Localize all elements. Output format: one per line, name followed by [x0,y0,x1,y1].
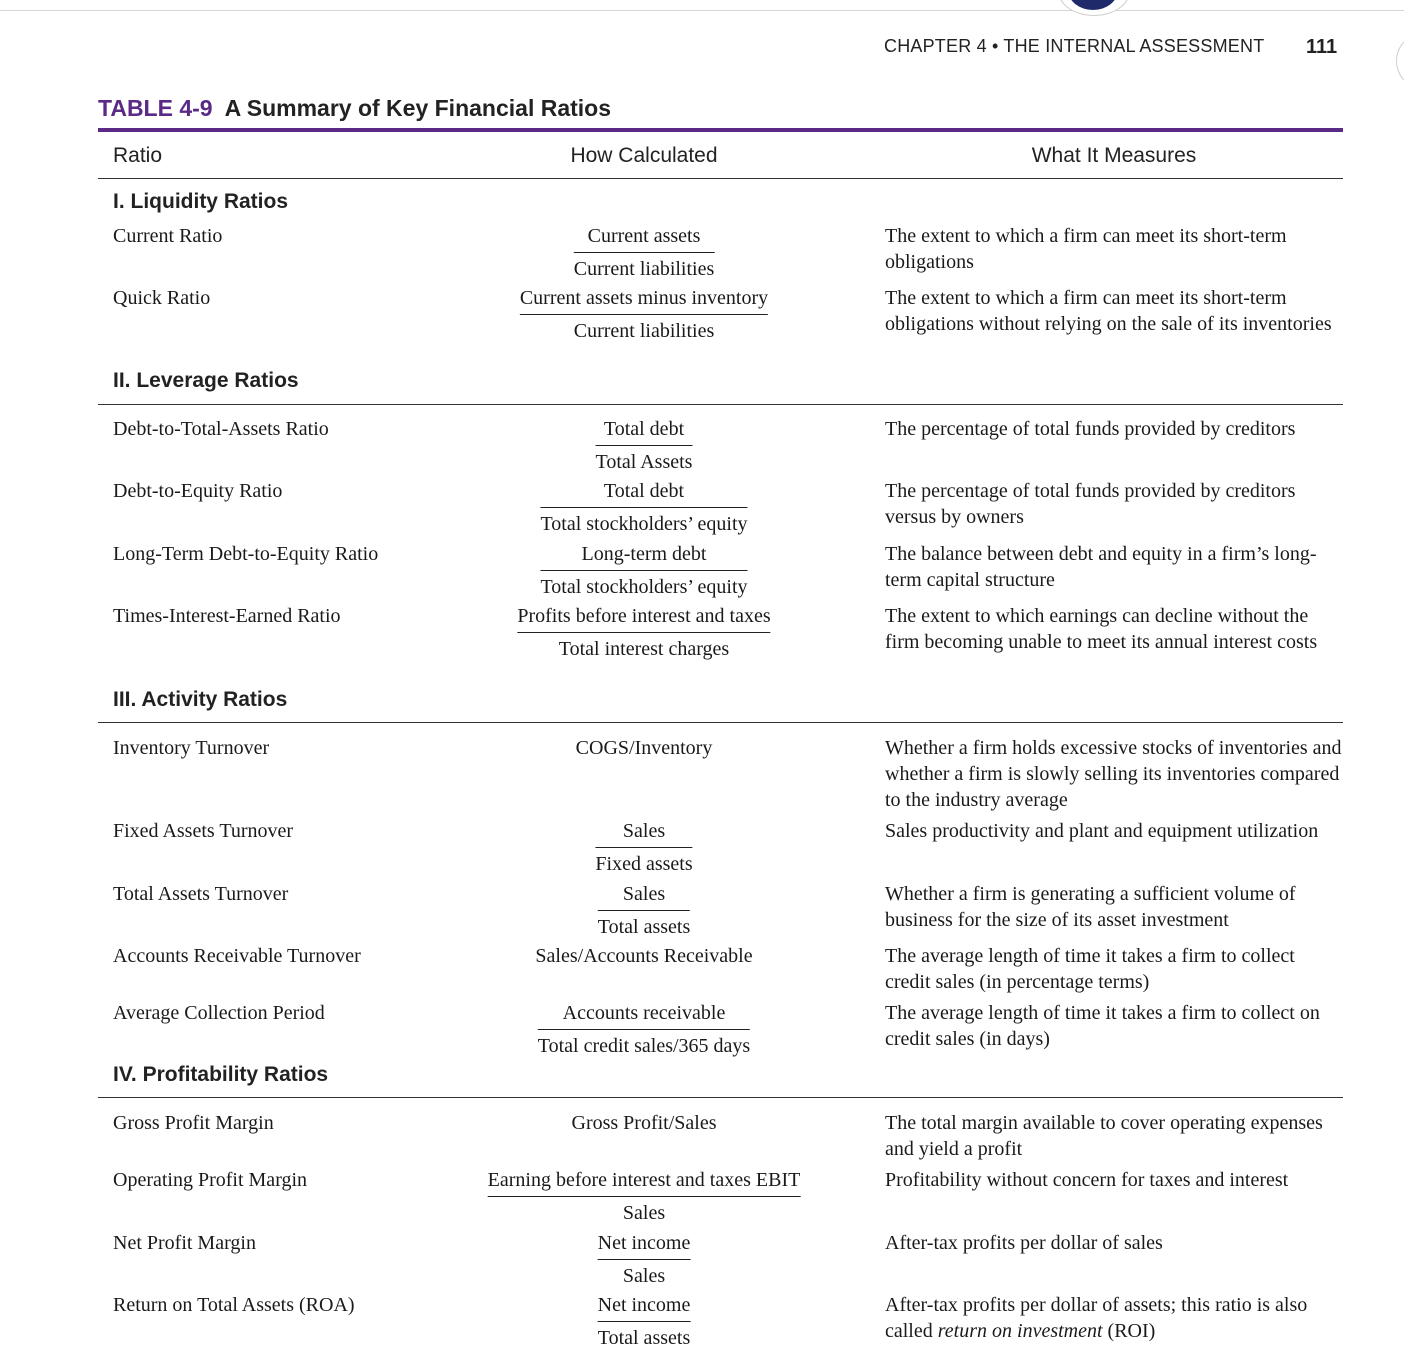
ratio-name: Quick Ratio [113,287,211,309]
formula-text: Gross Profit/Sales [571,1112,717,1134]
ratio-name: Debt-to-Equity Ratio [113,480,283,502]
formula-numerator: Profits before interest and taxes [517,603,770,633]
ratio-formula [535,943,752,969]
formula-numerator: Current assets [574,223,715,253]
table-caption [98,95,611,122]
column-header-how-calculated: How Calculated [570,144,718,167]
ratio-measure: Whether a firm is generating a sufficient volume of business for the size of its asset investment [885,883,1296,931]
formula-denominator: Total interest charges [558,638,730,660]
ratio-formula [598,1230,691,1289]
table-title: A Summary of Key Financial Ratios [224,95,612,121]
section-title: II. Leverage Ratios [113,369,299,392]
ratio-name: Gross Profit Margin [113,1112,274,1134]
ratio-name: Fixed Assets Turnover [113,820,294,842]
section-title: IV. Profitability Ratios [113,1063,329,1086]
formula-numerator: Sales [595,818,692,848]
formula-numerator: Net income [598,1230,691,1260]
ratio-measure [885,1292,1343,1344]
ratio-formula [598,1292,691,1351]
ratio-name: Times-Interest-Earned Ratio [113,605,341,627]
ratio-measure: The average length of time it takes a firm to collect credit sales (in percentage terms) [885,945,1295,993]
formula-numerator: Current assets minus inventory [520,285,768,315]
formula-denominator: Current liabilities [573,320,715,342]
formula-denominator: Total Assets [595,451,693,473]
ratio-name: Net Profit Margin [113,1232,256,1254]
section-rule [98,1097,1343,1098]
formula-denominator: Sales [622,1202,666,1224]
ratio-measure: Sales productivity and plant and equipment utilization [885,820,1319,842]
measure-italic-term: return on investment [937,1320,1103,1342]
formula-denominator: Current liabilities [573,258,715,280]
ratio-name: Debt-to-Total-Assets Ratio [113,418,329,440]
formula-text: Sales/Accounts Receivable [535,945,753,967]
ratio-name: Operating Profit Margin [113,1169,308,1191]
ratio-measure: Profitability without concern for taxes and interest [885,1169,1289,1191]
ratio-name: Accounts Receivable Turnover [113,945,361,967]
section-title: I. Liquidity Ratios [113,190,289,213]
formula-denominator: Sales [622,1265,666,1287]
formula-denominator: Total credit sales/365 days [537,1035,751,1057]
ratio-name: Total Assets Turnover [113,883,289,905]
ratio-name: Average Collection Period [113,1002,325,1024]
ratio-measure: The balance between debt and equity in a firm’s long-term capital structure [885,543,1317,591]
caption-rule [98,128,1343,132]
column-header-ratio: Ratio [113,144,163,167]
ratio-measure: The percentage of total funds provided by creditors versus by owners [885,480,1296,528]
ratio-name: Inventory Turnover [113,737,270,759]
ratio-measure: The extent to which a firm can meet its short-term obligations without relying on the sale of its inventories [885,287,1332,335]
ratio-formula [576,735,713,761]
ratio-name: Return on Total Assets (ROA) [113,1294,355,1316]
page-number: 111 [1306,36,1338,58]
header-rule [98,178,1343,179]
ratio-formula [538,1000,750,1059]
formula-numerator: Net income [598,1292,691,1322]
ratio-name: Current Ratio [113,225,223,247]
section-title: III. Activity Ratios [113,688,288,711]
section-rule [98,404,1343,405]
measure-text: After-tax profits per dollar of assets; this ratio is also called [885,1294,1308,1342]
top-border-line [0,10,1404,11]
ratio-formula [574,223,715,282]
ratio-formula [488,1167,801,1226]
ratio-formula [595,818,692,877]
formula-denominator: Total stockholders’ equity [540,576,748,598]
ratio-name: Long-Term Debt-to-Equity Ratio [113,543,379,565]
ratio-formula [517,603,770,662]
formula-denominator: Total stockholders’ equity [540,513,748,535]
ratio-measure: Whether a firm holds excessive stocks of inventories and whether a firm is slowly selling its inventories compared to the industry average [885,737,1342,811]
ratio-measure: The percentage of total funds provided by creditors [885,418,1296,440]
chapter-header: CHAPTER 4 • THE INTERNAL ASSESSMENT [884,36,1265,56]
formula-numerator: Total debt [596,416,693,446]
formula-numerator: Earning before interest and taxes EBIT [488,1167,801,1197]
ratio-measure: The average length of time it takes a firm to collect on credit sales (in days) [885,1002,1320,1050]
formula-denominator: Fixed assets [595,853,693,875]
ratio-measure: The extent to which a firm can meet its short-term obligations [885,225,1287,273]
ratio-formula [540,541,747,600]
formula-numerator: Long-term debt [540,541,747,571]
ratio-measure: The extent to which earnings can decline without the firm becoming unable to meet its annual interest costs [885,605,1318,653]
formula-numerator: Accounts receivable [538,1000,750,1030]
section-rule [98,722,1343,723]
measure-text-end: (ROI) [1102,1320,1156,1342]
formula-denominator: Total assets [597,1327,691,1349]
ratio-formula [572,1110,717,1136]
ratio-formula [598,881,690,940]
ratio-measure: After-tax profits per dollar of sales [885,1232,1163,1254]
ratio-measure: The total margin available to cover operating expenses and yield a profit [885,1112,1323,1160]
ratio-formula [596,416,693,475]
ratio-formula [540,478,747,537]
ratio-formula [520,285,768,344]
formula-text: COGS/Inventory [575,737,713,759]
formula-denominator: Total assets [597,916,691,938]
side-indicator-ring [1396,36,1404,86]
formula-numerator: Total debt [540,478,747,508]
formula-numerator: Sales [598,881,690,911]
table-number: TABLE 4-9 [98,95,213,121]
column-header-what-it-measures: What It Measures [1031,144,1197,167]
